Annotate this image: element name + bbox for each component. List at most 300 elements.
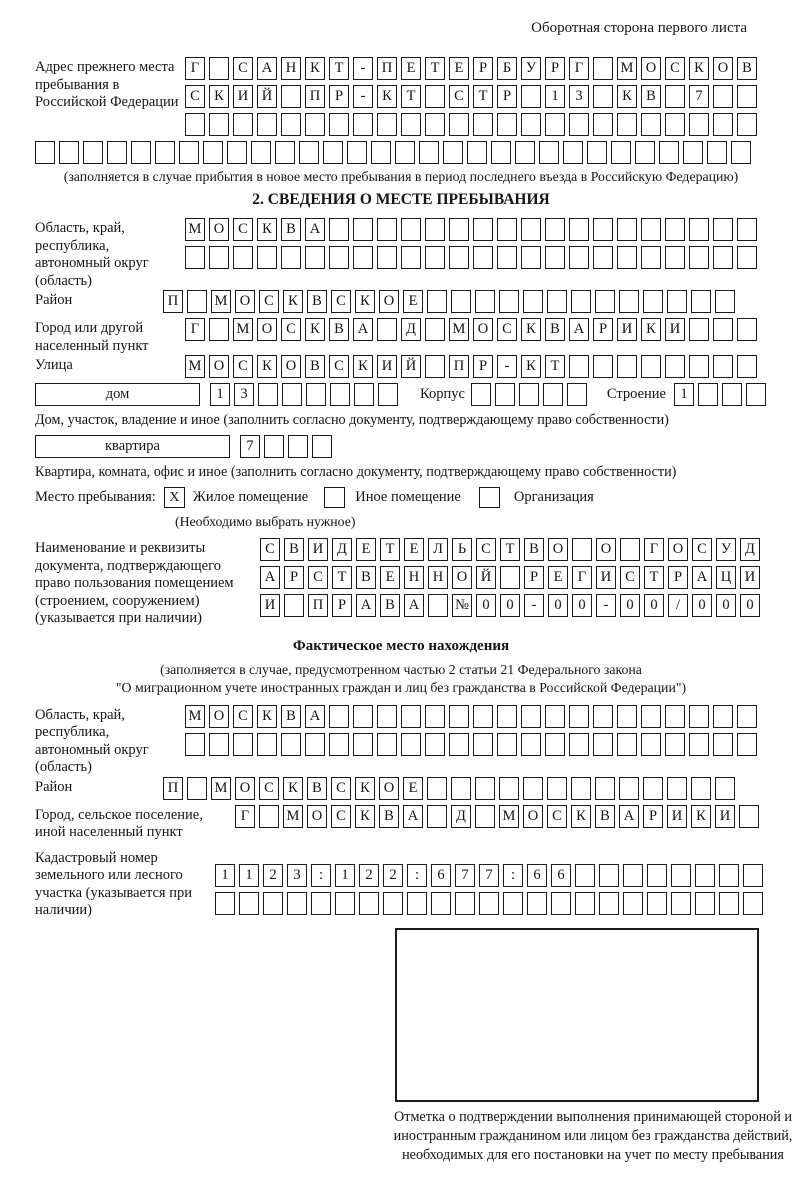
char-cell — [282, 383, 302, 406]
char-cell: М — [185, 218, 205, 241]
char-cell — [259, 805, 279, 828]
char-cell — [617, 355, 637, 378]
char-cell — [378, 383, 398, 406]
char-cell — [545, 705, 565, 728]
char-cell: С — [233, 57, 253, 80]
actual-region-row-1 — [185, 705, 767, 728]
char-cell — [425, 355, 445, 378]
char-cell — [743, 892, 763, 915]
char-cell: В — [305, 355, 325, 378]
cadastral-label: Кадастровый номер земельного или лесного участка (указывается при наличии) — [35, 849, 192, 918]
char-cell — [691, 777, 711, 800]
char-cell — [473, 218, 493, 241]
actual-location-note-1: (заполняется в случае, предусмотренном частью 2 статьи 21 Федерального закона — [160, 661, 642, 677]
char-cell — [671, 864, 691, 887]
char-cell — [377, 113, 397, 136]
stay-type-note: (Необходимо выбрать нужное) — [175, 514, 356, 529]
char-cell — [563, 141, 583, 164]
house-label-box: дом — [35, 383, 200, 406]
char-cell: 7 — [240, 435, 260, 458]
char-cell: 0 — [548, 594, 568, 617]
char-cell: П — [305, 85, 325, 108]
char-cell: Т — [401, 85, 421, 108]
char-cell: В — [545, 318, 565, 341]
char-cell: Р — [329, 85, 349, 108]
settlement-label: Город, сельское поселение, иной населенный пункт — [35, 806, 203, 840]
char-cell — [353, 218, 373, 241]
char-cell: Д — [401, 318, 421, 341]
char-cell — [359, 892, 379, 915]
char-cell: М — [617, 57, 637, 80]
char-cell — [257, 246, 277, 269]
char-cell — [491, 141, 511, 164]
char-cell: И — [715, 805, 735, 828]
char-cell — [623, 892, 643, 915]
char-cell: М — [499, 805, 519, 828]
char-cell — [475, 805, 495, 828]
char-cell: О — [641, 57, 661, 80]
apartment-label-box: квартира — [35, 435, 230, 458]
char-cell: М — [185, 705, 205, 728]
other-premises-checkbox — [324, 487, 345, 508]
city-label: Город или другой населенный пункт — [35, 320, 149, 354]
char-cell — [499, 290, 519, 313]
char-cell — [713, 355, 733, 378]
char-cell — [401, 733, 421, 756]
char-cell — [257, 113, 277, 136]
char-cell: 6 — [527, 864, 547, 887]
char-cell: 7 — [689, 85, 709, 108]
char-cell: О — [379, 290, 399, 313]
char-cell: М — [449, 318, 469, 341]
char-cell — [471, 383, 491, 406]
char-cell: Г — [572, 566, 592, 589]
char-cell: Т — [500, 538, 520, 561]
char-cell — [746, 383, 766, 406]
char-cell: И — [377, 355, 397, 378]
char-cell — [425, 318, 445, 341]
char-cell: К — [571, 805, 591, 828]
char-cell — [665, 733, 685, 756]
char-cell — [83, 141, 103, 164]
char-cell: К — [521, 318, 541, 341]
char-cell — [547, 290, 567, 313]
char-cell: В — [641, 85, 661, 108]
char-cell — [354, 383, 374, 406]
char-cell — [306, 383, 326, 406]
char-cell — [617, 246, 637, 269]
char-cell: В — [307, 290, 327, 313]
char-cell — [497, 733, 517, 756]
char-cell — [233, 113, 253, 136]
char-cell — [593, 57, 613, 80]
char-cell: О — [713, 57, 733, 80]
char-cell — [617, 218, 637, 241]
char-cell — [239, 892, 259, 915]
cadastral-row-2 — [215, 892, 767, 915]
document-row-2 — [260, 566, 767, 589]
char-cell — [719, 864, 739, 887]
char-cell — [737, 318, 757, 341]
char-cell — [643, 777, 663, 800]
char-cell: Б — [497, 57, 517, 80]
char-cell: Й — [257, 85, 277, 108]
char-cell: В — [329, 318, 349, 341]
char-cell: 2 — [359, 864, 379, 887]
char-cell — [330, 383, 350, 406]
char-cell: А — [305, 218, 325, 241]
char-cell: С — [449, 85, 469, 108]
char-cell — [209, 57, 229, 80]
char-cell — [353, 705, 373, 728]
char-cell — [323, 141, 343, 164]
char-cell: Д — [332, 538, 352, 561]
char-cell: М — [233, 318, 253, 341]
char-cell: 0 — [644, 594, 664, 617]
char-cell — [288, 435, 308, 458]
char-cell — [571, 777, 591, 800]
char-cell — [641, 733, 661, 756]
char-cell: П — [163, 777, 183, 800]
char-cell — [569, 733, 589, 756]
char-cell: С — [547, 805, 567, 828]
prev-address-row-2 — [185, 85, 767, 108]
char-cell: К — [283, 290, 303, 313]
char-cell — [623, 864, 643, 887]
char-cell: А — [403, 805, 423, 828]
char-cell — [695, 864, 715, 887]
char-cell — [59, 141, 79, 164]
char-cell: А — [260, 566, 280, 589]
char-cell — [743, 864, 763, 887]
char-cell — [698, 383, 718, 406]
char-cell: А — [619, 805, 639, 828]
char-cell — [667, 290, 687, 313]
city-row — [185, 318, 767, 341]
char-cell: Е — [404, 538, 424, 561]
char-cell — [523, 777, 543, 800]
char-cell — [689, 733, 709, 756]
char-cell — [233, 246, 253, 269]
char-cell: В — [307, 777, 327, 800]
char-cell — [131, 141, 151, 164]
char-cell: Г — [235, 805, 255, 828]
char-cell: К — [305, 318, 325, 341]
char-cell — [643, 290, 663, 313]
char-cell — [305, 246, 325, 269]
char-cell — [737, 218, 757, 241]
char-cell: Й — [476, 566, 496, 589]
char-cell: 7 — [479, 864, 499, 887]
char-cell: И — [665, 318, 685, 341]
char-cell — [689, 705, 709, 728]
cadastral-field — [35, 848, 767, 920]
char-cell: С — [260, 538, 280, 561]
char-cell — [620, 538, 640, 561]
char-cell — [425, 246, 445, 269]
char-cell: Л — [428, 538, 448, 561]
char-cell — [305, 733, 325, 756]
char-cell: О — [452, 566, 472, 589]
char-cell — [641, 218, 661, 241]
confirmation-note: Отметка о подтверждении выполнения принимающей стороной и иностранным гражданином или лицом без гражданства действий, необходимых для его постановки на учет по месту пребывания — [393, 1108, 793, 1163]
char-cell — [209, 318, 229, 341]
char-cell: Т — [473, 85, 493, 108]
char-cell: Р — [668, 566, 688, 589]
char-cell — [595, 777, 615, 800]
char-cell — [713, 246, 733, 269]
street-row — [185, 355, 767, 378]
house-number-cells — [210, 383, 402, 406]
char-cell: О — [257, 318, 277, 341]
char-cell — [641, 355, 661, 378]
char-cell — [739, 805, 759, 828]
char-cell: Е — [403, 777, 423, 800]
char-cell — [407, 892, 427, 915]
stroenie-label: Строение — [606, 386, 666, 402]
char-cell — [593, 705, 613, 728]
char-cell — [683, 141, 703, 164]
organization-checkbox — [479, 487, 500, 508]
char-cell: С — [308, 566, 328, 589]
char-cell — [187, 290, 207, 313]
char-cell — [545, 113, 565, 136]
char-cell — [473, 733, 493, 756]
char-cell: : — [503, 864, 523, 887]
char-cell — [499, 777, 519, 800]
char-cell — [593, 355, 613, 378]
char-cell: 1 — [545, 85, 565, 108]
char-cell — [473, 705, 493, 728]
char-cell: И — [740, 566, 760, 589]
char-cell: Т — [380, 538, 400, 561]
char-cell: П — [163, 290, 183, 313]
char-cell: Г — [644, 538, 664, 561]
char-cell — [599, 864, 619, 887]
char-cell: О — [668, 538, 688, 561]
char-cell: 1 — [239, 864, 259, 887]
page-corner-note: Оборотная сторона первого листа — [531, 20, 747, 36]
char-cell — [497, 218, 517, 241]
char-cell: 0 — [620, 594, 640, 617]
char-cell: О — [523, 805, 543, 828]
korpus-cells — [471, 383, 591, 406]
char-cell — [497, 705, 517, 728]
char-cell — [617, 733, 637, 756]
char-cell — [569, 246, 589, 269]
char-cell — [185, 113, 205, 136]
prev-address-note: (заполняется в случае прибытия в новое место пребывания в период последнего въезда в Российскую Федерацию) — [63, 169, 739, 184]
char-cell — [641, 246, 661, 269]
char-cell — [281, 246, 301, 269]
char-cell — [707, 141, 727, 164]
char-cell: Н — [281, 57, 301, 80]
char-cell — [335, 892, 355, 915]
char-cell — [719, 892, 739, 915]
char-cell: К — [305, 57, 325, 80]
char-cell — [427, 777, 447, 800]
char-cell — [575, 892, 595, 915]
prev-address-label: Адрес прежнего места пребывания в Российской Федерации — [35, 59, 179, 110]
char-cell — [475, 777, 495, 800]
char-cell — [455, 892, 475, 915]
char-cell — [299, 141, 319, 164]
char-cell: С — [331, 777, 351, 800]
char-cell — [665, 218, 685, 241]
char-cell: В — [737, 57, 757, 80]
char-cell — [617, 705, 637, 728]
char-cell: 3 — [569, 85, 589, 108]
char-cell — [305, 113, 325, 136]
char-cell — [569, 113, 589, 136]
char-cell — [593, 85, 613, 108]
char-cell: А — [692, 566, 712, 589]
char-cell — [665, 85, 685, 108]
char-cell: С — [281, 318, 301, 341]
char-cell: К — [257, 355, 277, 378]
char-cell — [737, 85, 757, 108]
char-cell — [731, 141, 751, 164]
char-cell: М — [185, 355, 205, 378]
char-cell — [467, 141, 487, 164]
char-cell — [572, 538, 592, 561]
char-cell — [521, 733, 541, 756]
char-cell: О — [281, 355, 301, 378]
char-cell — [571, 290, 591, 313]
char-cell — [737, 733, 757, 756]
char-cell — [431, 892, 451, 915]
char-cell: В — [524, 538, 544, 561]
char-cell — [593, 246, 613, 269]
char-cell — [713, 113, 733, 136]
char-cell: Й — [401, 355, 421, 378]
stay-type-row — [35, 487, 767, 508]
char-cell — [593, 733, 613, 756]
char-cell: Е — [401, 57, 421, 80]
char-cell: С — [233, 705, 253, 728]
char-cell: Г — [185, 318, 205, 341]
char-cell — [543, 383, 563, 406]
char-cell: С — [620, 566, 640, 589]
char-cell — [519, 383, 539, 406]
char-cell — [521, 218, 541, 241]
other-premises-label: Иное помещение — [355, 489, 461, 505]
char-cell — [187, 777, 207, 800]
char-cell: Р — [497, 85, 517, 108]
char-cell — [329, 733, 349, 756]
char-cell: : — [311, 864, 331, 887]
char-cell: Р — [473, 355, 493, 378]
char-cell — [347, 141, 367, 164]
char-cell: С — [331, 805, 351, 828]
char-cell: Р — [332, 594, 352, 617]
char-cell — [264, 435, 284, 458]
char-cell: В — [379, 805, 399, 828]
settlement-field — [35, 805, 767, 842]
char-cell — [329, 218, 349, 241]
char-cell — [209, 113, 229, 136]
char-cell: Р — [473, 57, 493, 80]
apartment-note: Квартира, комната, офис и иное (заполнить согласно документу, подтверждающему право собственности) — [35, 464, 677, 480]
char-cell: П — [449, 355, 469, 378]
char-cell — [479, 892, 499, 915]
char-cell — [521, 113, 541, 136]
char-cell — [419, 141, 439, 164]
char-cell: В — [380, 594, 400, 617]
char-cell — [647, 892, 667, 915]
char-cell: И — [617, 318, 637, 341]
document-field — [35, 538, 767, 628]
char-cell: О — [209, 218, 229, 241]
char-cell — [569, 705, 589, 728]
char-cell: О — [209, 705, 229, 728]
char-cell — [395, 141, 415, 164]
document-label: Наименование и реквизиты документа, подтверждающего право пользования помещением (строением, сооружением) (указывается при наличии) — [35, 540, 234, 626]
char-cell — [427, 805, 447, 828]
char-cell: 2 — [383, 864, 403, 887]
char-cell — [569, 218, 589, 241]
char-cell — [401, 705, 421, 728]
char-cell — [665, 705, 685, 728]
stroenie-cells — [674, 383, 770, 406]
char-cell: - — [353, 85, 373, 108]
char-cell — [451, 777, 471, 800]
char-cell — [203, 141, 223, 164]
char-cell: С — [185, 85, 205, 108]
char-cell: Е — [403, 290, 423, 313]
char-cell: У — [716, 538, 736, 561]
char-cell: И — [667, 805, 687, 828]
char-cell: : — [407, 864, 427, 887]
char-cell: У — [521, 57, 541, 80]
korpus-label: Корпус — [420, 386, 465, 402]
char-cell: К — [257, 218, 277, 241]
house-note: Дом, участок, владение и иное (заполнить согласно документу, подтверждающему право собственности) — [35, 412, 669, 428]
char-cell: И — [260, 594, 280, 617]
char-cell — [377, 705, 397, 728]
char-cell — [425, 733, 445, 756]
document-row-1 — [260, 538, 767, 561]
char-cell — [715, 777, 735, 800]
char-cell: И — [596, 566, 616, 589]
char-cell: А — [257, 57, 277, 80]
char-cell: К — [209, 85, 229, 108]
char-cell — [449, 733, 469, 756]
street-label: Улица — [35, 357, 73, 373]
char-cell: А — [404, 594, 424, 617]
apartment-cells — [240, 435, 336, 458]
char-cell: В — [281, 705, 301, 728]
prev-address-row-4 — [35, 141, 767, 164]
char-cell: К — [355, 777, 375, 800]
char-cell — [521, 246, 541, 269]
char-cell: № — [452, 594, 472, 617]
char-cell: С — [331, 290, 351, 313]
char-cell: О — [209, 355, 229, 378]
char-cell: О — [235, 290, 255, 313]
char-cell — [641, 113, 661, 136]
char-cell — [449, 705, 469, 728]
char-cell: О — [473, 318, 493, 341]
char-cell: К — [283, 777, 303, 800]
char-cell — [284, 594, 304, 617]
char-cell — [569, 355, 589, 378]
char-cell — [179, 141, 199, 164]
actual-location-note-2: "О миграционном учете иностранных граждан и лиц без гражданства в Российской Федерации") — [115, 679, 687, 695]
char-cell — [619, 290, 639, 313]
char-cell — [451, 290, 471, 313]
char-cell — [665, 113, 685, 136]
